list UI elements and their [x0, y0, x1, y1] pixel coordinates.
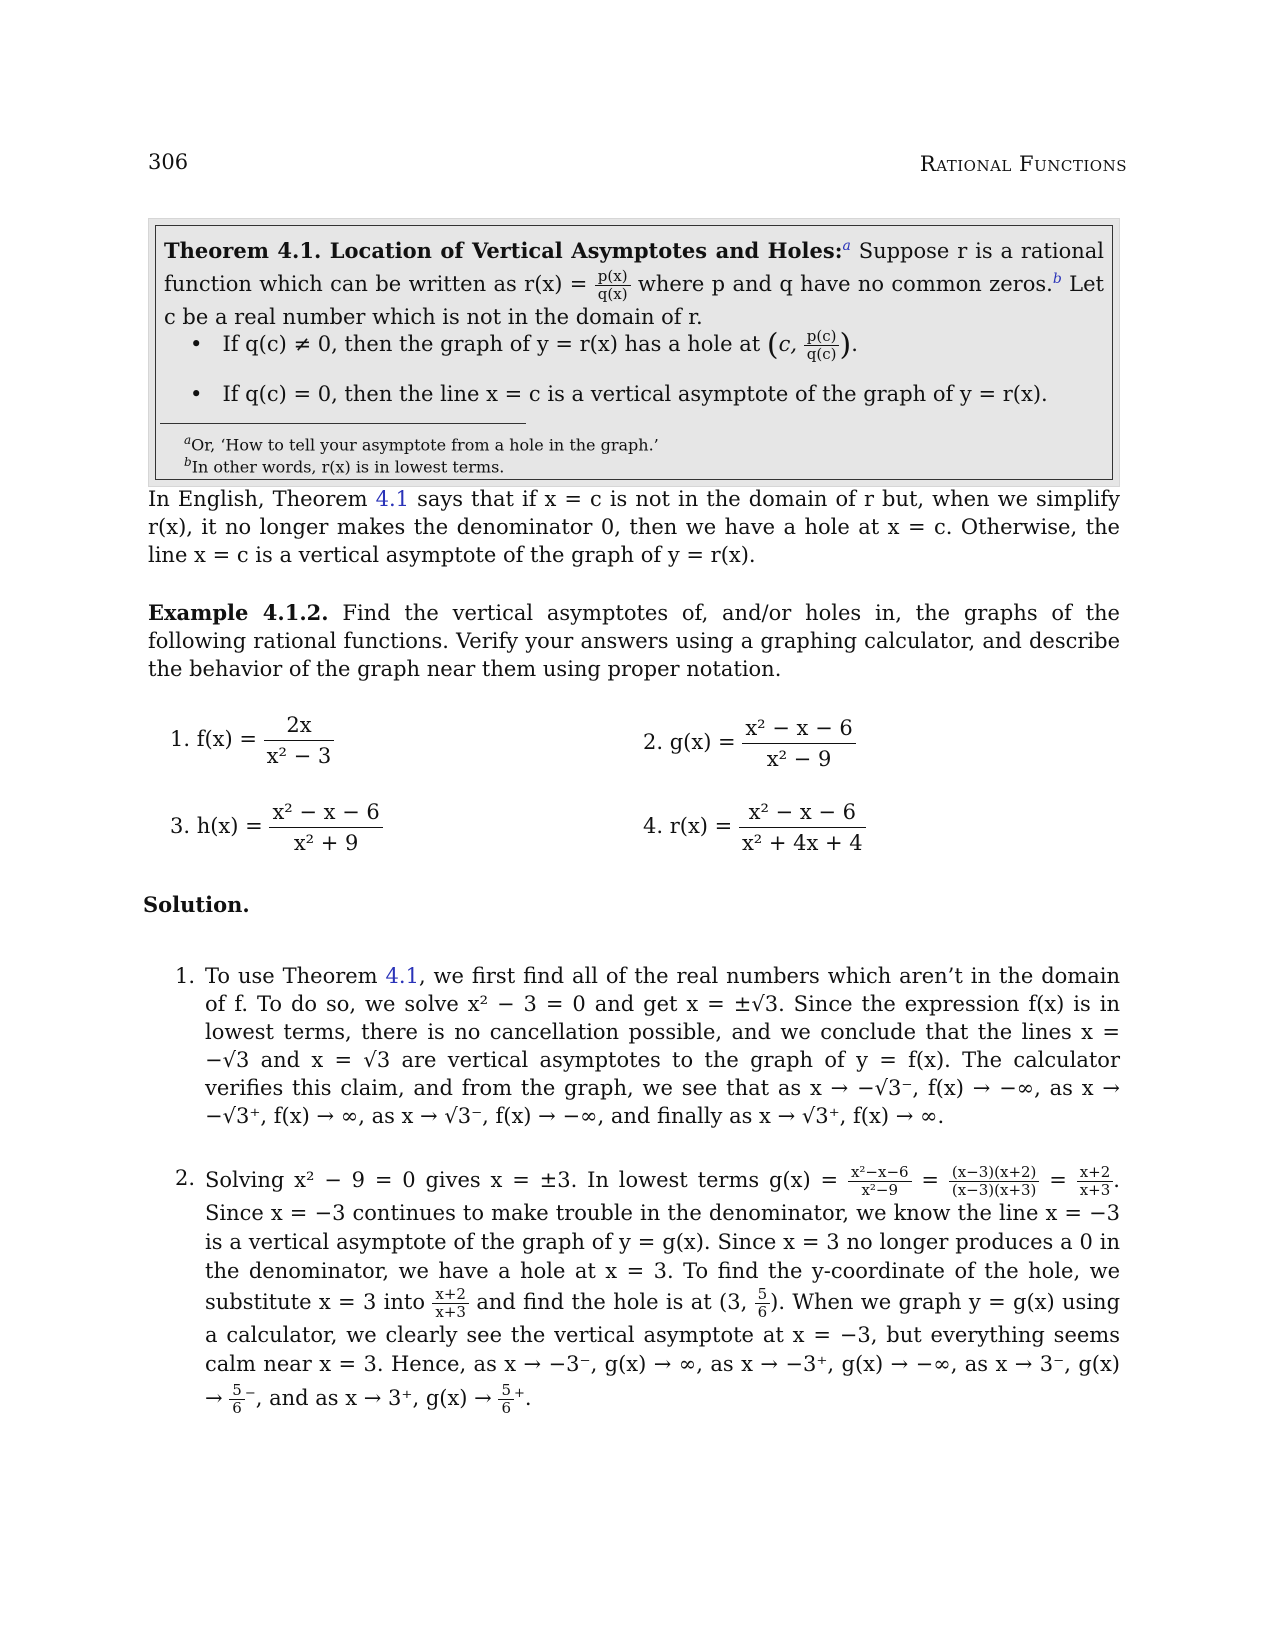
fraction-numerator: 5 [498, 1382, 514, 1400]
bullet-icon: • [190, 382, 216, 406]
problem-fraction [742, 713, 855, 774]
item-2-text-c: and find the hole is at [476, 1290, 712, 1314]
footnote-a-mark: a [184, 433, 192, 447]
item-number: 2. [175, 1166, 196, 1190]
theorem-text-2: where p and q have no common zeros. [637, 272, 1053, 296]
paragraph-start: In English, Theorem [148, 487, 368, 511]
fraction-numerator: x² − x − 6 [739, 797, 866, 828]
item-2-text-b: . Since x = −3 continues to make trouble in the denominator, we know the line x = −3 is a vertical asymptote of the graph of y = g(x). Since x = 3 no longer produces a 0 in the denominator, we have a hole at x = 3. To find the y-coordinate of the hole, we substitute x = 3 into [205, 1168, 1120, 1314]
equals-sign: = [921, 1168, 940, 1192]
footnote-a-marker: a [842, 238, 851, 254]
fraction-denominator: q(c) [806, 345, 837, 363]
item-number: 1. [175, 964, 196, 988]
hole-open: (3, [719, 1290, 748, 1314]
fraction-denominator: 6 [501, 1399, 511, 1417]
problem-fraction [264, 710, 335, 771]
fraction-denominator: 6 [232, 1399, 242, 1417]
fraction-numerator: 2x [264, 710, 335, 741]
item-2-fraction-3 [1077, 1164, 1114, 1199]
fraction-numerator: 5 [229, 1382, 245, 1400]
fraction-denominator: x² + 4x + 4 [741, 831, 863, 855]
footnote-b [184, 452, 504, 477]
fraction-denominator: 6 [757, 1303, 768, 1321]
paren-open-icon: ( [766, 327, 779, 363]
item-2-fraction-4 [432, 1286, 469, 1321]
theorem-statement [164, 232, 1104, 331]
bullet-2-text: If q(c) = 0, then the line x = c is a vertical asymptote of the graph of y = r(x). [222, 382, 1048, 406]
problem-label: 1. f(x) = [170, 727, 257, 751]
theorem-link[interactable]: 4.1 [385, 964, 419, 988]
theorem-fraction [595, 268, 631, 303]
theorem-bullet-1: • If q(c) ≠ 0, then the graph of y = r(x) has a hole at (c, $\frac{p(c)}{q(c)}$ ). [190, 327, 858, 363]
item-2-text [205, 1164, 1120, 1417]
solution-item-1 [175, 962, 1120, 1130]
item-2-text-d: When we graph y = g(x) using a calculator, we clearly see the vertical asymptote at x = −3, but everything seems calm near x = 3. Hence, as x → −3⁻, g(x) → ∞, as x → −3⁺, g(x) → −∞, as x → 3⁻, g(x) → [205, 1290, 1121, 1410]
paragraph-rest: says that if x = c is not in the domain of r but, when we simplify r(x), it no longer makes the denominator 0, then we have a hole at x = c. Otherwise, the line x = c is a vertical asymptote of the graph of y = r(x). [148, 487, 1120, 567]
limit-fraction-1 [229, 1382, 245, 1417]
problem-fraction [739, 797, 866, 858]
fraction-denominator: x+3 [435, 1303, 466, 1321]
footnote-b-text: In other words, r(x) is in lowest terms. [191, 457, 505, 477]
running-title: Rational Functions [919, 152, 1127, 176]
item-2-fraction-2 [949, 1164, 1040, 1199]
fraction-denominator: x² − 9 [766, 747, 832, 771]
solution-label: Solution. [143, 892, 250, 917]
fraction-denominator: x²−9 [861, 1181, 899, 1199]
fraction-numerator: x+2 [432, 1286, 469, 1304]
limit-1-sign: − [244, 1386, 256, 1401]
theorem-link[interactable]: 4.1 [375, 487, 410, 511]
fraction-numerator: x² − x − 6 [742, 713, 855, 744]
example-text: Find the vertical asymptotes of, and/or holes in, the graphs of the following rational functions. Verify your answers using a graphing calculator, and describe the behavior of the graph near them using proper notation. [148, 601, 1120, 681]
fraction-denominator: (x−3)(x+3) [951, 1181, 1037, 1199]
item-2-text-e: , and as x → 3⁺, g(x) → [255, 1386, 492, 1410]
equals-sign: = [1049, 1168, 1067, 1192]
hole-close: ). [770, 1290, 786, 1314]
fraction-numerator: x²−x−6 [848, 1164, 912, 1182]
fraction-numerator: p(c) [804, 328, 840, 346]
page-number: 306 [148, 150, 189, 174]
solution-item-2 [175, 1164, 1120, 1417]
problem-2 [643, 713, 856, 774]
problem-1 [170, 710, 334, 771]
item-1-rest: , we first find all of the real numbers which aren’t in the domain of f. To do so, we solve x² − 3 = 0 and get x = ±√3. Since the expression f(x) is in lowest terms, there is no cancellation possible, and we conclude that the lines x = −√3 and x = √3 are vertical asymptotes to the graph of y = f(x). The calculator verifies this claim, and from the graph, we see that as x → −√3⁻, f(x) → −∞, as x → −√3⁺, f(x) → ∞, as x → √3⁻, f(x) → −∞, and finally as x → √3⁺, f(x) → ∞. [205, 964, 1120, 1128]
item-1-start: To use Theorem [205, 964, 378, 988]
theorem-frame [155, 225, 1113, 480]
footnote-a-text: Or, ‘How to tell your asymptote from a hole in the graph.’ [191, 435, 659, 455]
footnote-b-marker: b [1052, 271, 1062, 287]
bullet-1-fraction [804, 328, 840, 363]
fraction-numerator: x² − x − 6 [269, 797, 382, 828]
problem-label: 4. r(x) = [643, 814, 733, 838]
fraction-numerator: 5 [755, 1286, 771, 1304]
bullet-1-text: If q(c) ≠ 0, then the graph of y = r(x) has a hole at [222, 332, 761, 356]
item-1-text [205, 962, 1120, 1130]
theorem-text-1: Suppose r is a rational function which can be written as r(x) = [164, 239, 1104, 296]
problem-label: 3. h(x) = [170, 814, 263, 838]
fraction-denominator: x+3 [1079, 1181, 1111, 1199]
solution-heading [143, 891, 250, 919]
bullet-icon: • [190, 332, 216, 356]
fraction-numerator: (x−3)(x+2) [949, 1164, 1040, 1182]
fraction-denominator: x² + 9 [293, 831, 359, 855]
limit-fraction-2 [498, 1382, 514, 1417]
fraction-numerator: x+2 [1077, 1164, 1114, 1182]
item-2-text-f: . [524, 1386, 532, 1410]
fraction-denominator: q(x) [597, 285, 628, 303]
paren-close-icon: ) [839, 327, 852, 363]
footnote-divider [160, 423, 526, 424]
problem-3 [170, 797, 383, 858]
theorem-label: Theorem 4.1. Location of Vertical Asymptotes and Holes: [164, 238, 843, 263]
problem-label: 2. g(x) = [643, 730, 736, 754]
fraction-denominator: x² − 3 [266, 744, 332, 768]
explanation-paragraph [148, 485, 1120, 569]
example-paragraph [148, 599, 1120, 683]
example-label: Example 4.1.2. [148, 600, 329, 625]
problem-4 [643, 797, 866, 858]
item-2-text-a: Solving x² − 9 = 0 gives x = ±3. In lowest terms g(x) = [205, 1168, 839, 1192]
theorem-text-3: Let c be a real number which is not in the domain of r. [164, 272, 1104, 329]
bullet-1-point-c: c, [778, 332, 798, 356]
theorem-bullet-2 [190, 380, 1048, 408]
footnote-b-mark: b [184, 455, 192, 469]
hole-fraction [755, 1286, 771, 1321]
theorem-box [148, 218, 1120, 487]
limit-2-sign: + [514, 1386, 525, 1401]
item-2-fraction-1 [848, 1164, 912, 1199]
problem-fraction [269, 797, 382, 858]
fraction-numerator: p(x) [595, 268, 631, 286]
